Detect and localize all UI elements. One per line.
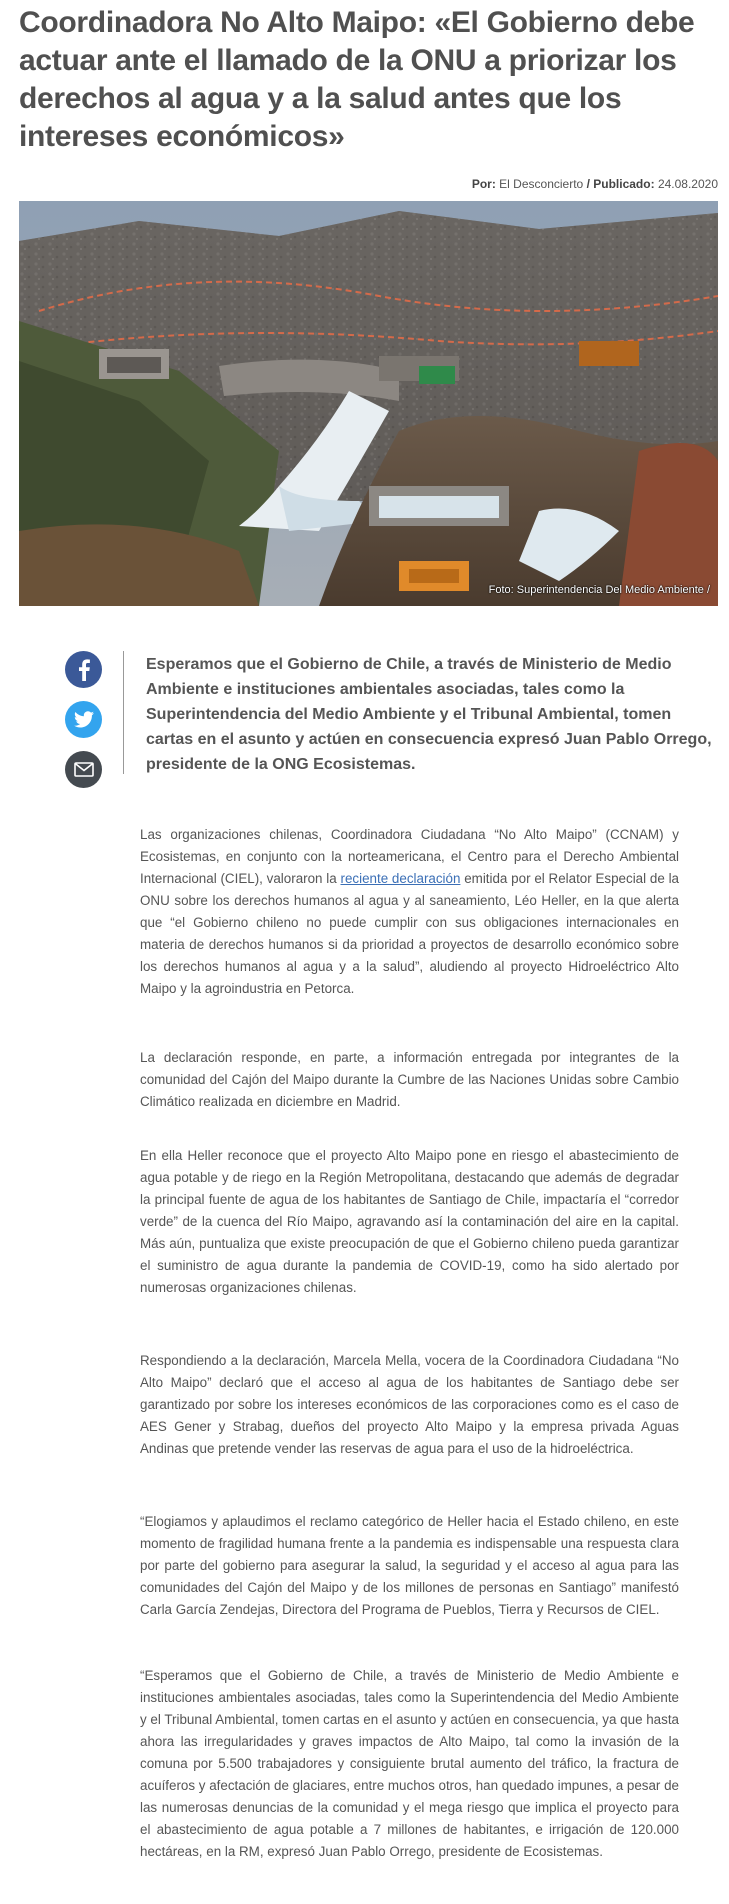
byline-author-label: Por:	[471, 177, 496, 191]
twitter-icon	[74, 711, 94, 728]
facebook-share-button[interactable]	[65, 651, 102, 688]
article-photo	[19, 201, 718, 606]
twitter-share-button[interactable]	[65, 701, 102, 738]
article-lead: Esperamos que el Gobierno de Chile, a través de Ministerio de Medio Ambiente e instituciones ambientales asociadas, tales como la Superintendencia del Medio Ambiente y el Tribunal Ambiental, tomen cartas en el asunto y actúen en consecuencia expresó Juan Pablo Orrego, presidente de la ONG Ecosistemas.	[146, 656, 712, 773]
byline-published-label: Publicado:	[593, 177, 655, 191]
lead-divider	[123, 651, 124, 774]
reciente-declaracion-link[interactable]: reciente declaración	[340, 871, 461, 886]
email-share-button[interactable]	[65, 751, 102, 788]
email-icon	[74, 762, 94, 777]
article-title: Coordinadora No Alto Maipo: «El Gobierno debe actuar ante el llamado de la ONU a priorizar los derechos al agua y a la salud antes que los intereses económicos»	[19, 6, 695, 153]
byline-author: El Desconcierto	[499, 177, 584, 191]
byline	[472, 177, 718, 191]
article-paragraph-3: En ella Heller reconoce que el proyecto Alto Maipo pone en riesgo el abastecimiento de agua potable y de riego en la Región Metropolitana, destacando que además de degradar la principal fuente de agua de los habitantes de Santiago de Chile, impactaría el “corredor verde” de la cuenca del Río Maipo, agravando así la contaminación del aire en la capital. Más aún, puntualiza que existe preocupación de que el Gobierno chileno pueda garantizar el suministro de agua durante la pandemia de COVID-19, como ha sido alertado por numerosas organizaciones chilenas.	[140, 1148, 679, 1295]
facebook-icon	[77, 659, 91, 681]
article-paragraph-4: Respondiendo a la declaración, Marcela Mella, vocera de la Coordinadora Ciudadana “No Alto Maipo” declaró que el acceso al agua de los habitantes de Santiago debe ser garantizado por sobre los intereses económicos de las corporaciones como es el caso de AES Gener y Strabag, dueños del proyecto Alto Maipo y la empresa privada Aguas Andinas que pretende vender las reservas de agua para el uso de la hidroeléctrica.	[140, 1353, 679, 1456]
photo-credit: Foto: Superintendencia Del Medio Ambiente /	[488, 584, 710, 596]
article-paragraph-6: “Esperamos que el Gobierno de Chile, a través de Ministerio de Medio Ambiente e instituciones ambientales asociadas, tales como la Superintendencia del Medio Ambiente y el Tribunal Ambiental, tomen cartas en el asunto y actúen en consecuencia, ya que hasta ahora las irregularidades y graves impactos de Alto Maipo, tal como la invasión de la comuna por 5.500 trabajadores y consiguiente brutal aumento del tráfico, la fractura de acuíferos y afectación de glaciares, entre muchos otros, han quedado impunes, a pesar de las numerosas denuncias de la comunidad y el mega riesgo que implica el proyecto para el abastecimiento de agua potable a 7 millones de habitantes, e irrigación de 120.000 hectáreas, en la RM, expresó Juan Pablo Orrego, presidente de Ecosistemas.	[140, 1668, 679, 1859]
paragraph-1-text-b: emitida por el Relator Especial de la ONU sobre los derechos humanos al agua y al saneamiento, Léo Heller, en la que alerta que “el Gobierno chileno no puede cumplir con sus obligaciones internacionales en materia de derechos humanos si da prioridad a proyectos de desarrollo económico sobre los derechos humanos al agua y a la salud”, aludiendo al proyecto Hidroeléctrico Alto Maipo y la agroindustria en Petorca.	[140, 871, 679, 996]
article-paragraph-2: La declaración responde, en parte, a información entregada por integrantes de la comunidad del Cajón del Maipo durante la Cumbre de las Naciones Unidas sobre Cambio Climático realizada en diciembre en Madrid.	[140, 1050, 679, 1109]
photo-dam-illustration	[19, 201, 718, 606]
byline-date: 24.08.2020	[657, 177, 718, 191]
article-paragraph-5: “Elogiamos y aplaudimos el reclamo categórico de Heller hacia el Estado chileno, en este momento de fragilidad humana frente a la pandemia es indispensable una respuesta clara por parte del gobierno para asegurar la salud, la seguridad y el acceso al agua para las comunidades del Cajón del Maipo y de los millones de personas en Santiago” manifestó Carla García Zendejas, Directora del Programa de Pueblos, Tierra y Recursos de CIEL.	[140, 1514, 679, 1617]
article-paragraph-1	[140, 824, 679, 1000]
paragraph-1-text-a: Las organizaciones chilenas, Coordinadora Ciudadana “No Alto Maipo” (CCNAM) y Ecosistemas, en conjunto con la norteamericana, el Centro para el Derecho Ambiental Internacional (CIEL), valoraron la	[140, 827, 679, 886]
byline-separator: /	[586, 177, 590, 191]
